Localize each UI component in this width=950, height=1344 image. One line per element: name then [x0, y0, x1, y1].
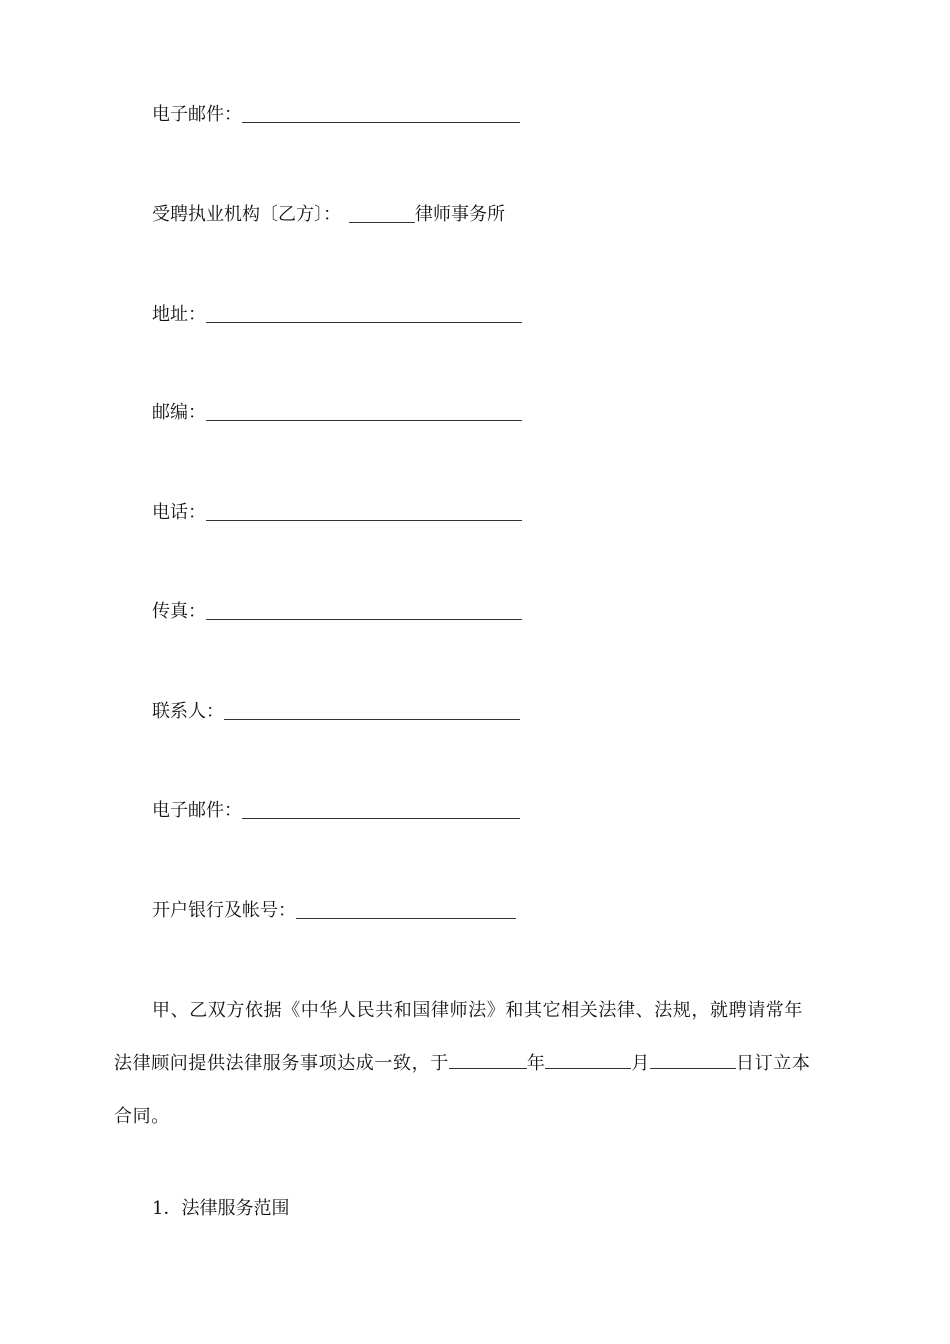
year-label: 年 — [526, 1053, 546, 1074]
email-2-blank[interactable] — [242, 800, 520, 819]
field-address — [152, 300, 522, 326]
field-phone — [152, 498, 522, 524]
phone-blank[interactable] — [206, 502, 522, 521]
field-label: 传真： — [152, 601, 206, 622]
field-label: 开户银行及帐号： — [152, 900, 296, 921]
field-label: 电子邮件： — [152, 800, 242, 821]
field-fax — [152, 597, 522, 623]
day-suffix: 日订立本 — [736, 1053, 811, 1074]
year-blank[interactable] — [449, 1052, 527, 1069]
field-contact — [152, 697, 520, 723]
paragraph-line-2-prefix: 法律顾问提供法律服务事项达成一致，于 — [114, 1053, 449, 1074]
email-1-blank[interactable] — [242, 104, 520, 123]
contact-blank[interactable] — [224, 701, 520, 720]
month-label: 月 — [631, 1053, 651, 1074]
field-email-1 — [152, 100, 520, 126]
paragraph-line-2 — [114, 1037, 839, 1090]
field-email-2 — [152, 796, 520, 822]
field-label: 电子邮件： — [152, 104, 242, 125]
day-blank[interactable] — [650, 1052, 736, 1069]
section-title: 1．法律服务范围 — [152, 1198, 290, 1219]
agreement-paragraph — [114, 984, 839, 1143]
field-label: 受聘执业机构〔乙方〕： — [152, 204, 341, 225]
address-blank[interactable] — [206, 304, 522, 323]
field-label: 地址： — [152, 304, 206, 325]
field-label: 邮编： — [152, 402, 206, 423]
fax-blank[interactable] — [206, 601, 522, 620]
field-party-b-firm — [152, 200, 505, 226]
paragraph-line-3: 合同。 — [114, 1106, 170, 1127]
field-label: 联系人： — [152, 701, 224, 722]
field-suffix: 律师事务所 — [415, 204, 505, 225]
field-label: 电话： — [152, 502, 206, 523]
field-postcode — [152, 398, 522, 424]
month-blank[interactable] — [545, 1052, 631, 1069]
field-bank-account — [152, 896, 516, 922]
firm-name-blank[interactable] — [349, 204, 415, 223]
paragraph-line-1: 甲、乙双方依据《中华人民共和国律师法》和其它相关法律、法规，就聘请常年 — [152, 1000, 803, 1021]
postcode-blank[interactable] — [206, 402, 522, 421]
bank-account-blank[interactable] — [296, 900, 516, 919]
